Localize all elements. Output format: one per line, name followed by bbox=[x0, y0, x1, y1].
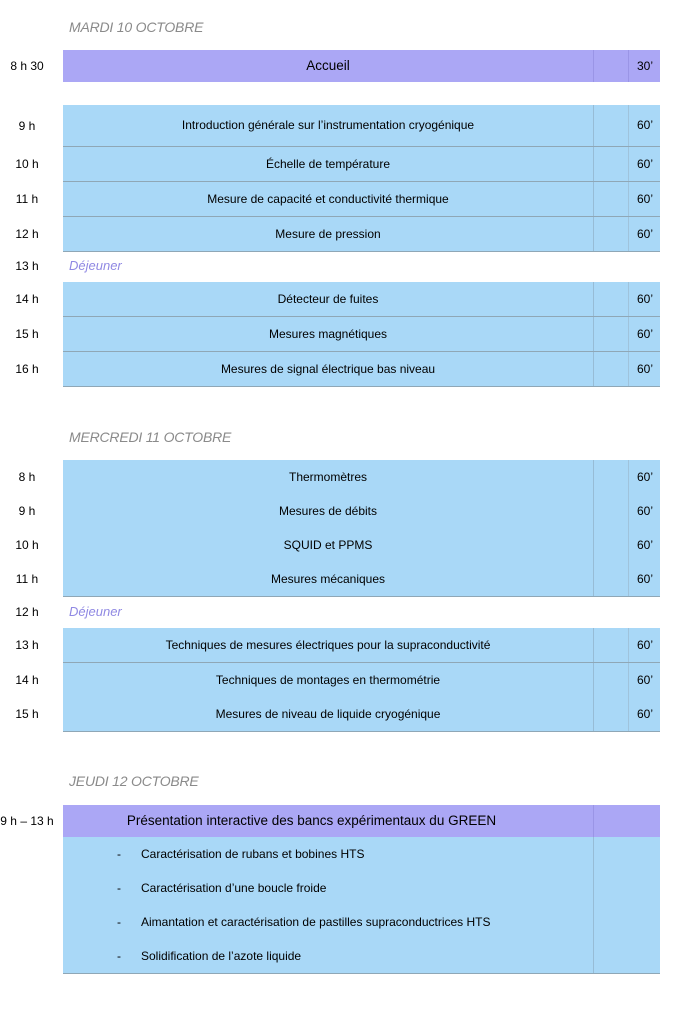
bullet-marker: - bbox=[117, 949, 121, 963]
session-duration: 60’ bbox=[628, 317, 661, 351]
session-cell bbox=[63, 628, 660, 663]
schedule-row bbox=[0, 562, 687, 597]
session-title: SQUID et PPMS bbox=[283, 538, 373, 552]
session-title: Mesures magnétiques bbox=[268, 327, 388, 341]
schedule-row bbox=[0, 460, 687, 495]
column-divider bbox=[593, 939, 594, 973]
schedule-row-welcome bbox=[0, 50, 687, 82]
session-duration: 60’ bbox=[628, 528, 661, 562]
session-duration: 60’ bbox=[628, 697, 661, 731]
column-divider bbox=[593, 663, 594, 697]
column-divider bbox=[593, 217, 594, 251]
schedule-row bbox=[0, 282, 687, 317]
session-cell bbox=[63, 182, 660, 217]
session-cell bbox=[63, 528, 660, 563]
column-divider bbox=[593, 871, 594, 905]
session-title: Présentation interactive des bancs expérimentaux du GREEN bbox=[126, 813, 497, 828]
session-duration: 60’ bbox=[628, 663, 661, 697]
bullet-text: Aimantation et caractérisation de pastilles supraconductrices HTS bbox=[141, 915, 491, 929]
session-duration: 60’ bbox=[628, 352, 661, 386]
session-duration: 30’ bbox=[628, 50, 661, 82]
schedule-row bbox=[0, 663, 687, 698]
session-cell bbox=[63, 317, 660, 352]
session-duration: 60’ bbox=[628, 217, 661, 251]
column-divider bbox=[593, 182, 594, 216]
column-divider bbox=[593, 105, 594, 146]
time-label: 12 h bbox=[15, 605, 39, 619]
bullet-marker: - bbox=[117, 881, 121, 895]
schedule-row bbox=[0, 217, 687, 252]
session-duration: 60’ bbox=[628, 628, 661, 662]
day-header-tuesday: MARDI 10 OCTOBRE bbox=[69, 19, 204, 35]
session-title: Mesures de débits bbox=[278, 504, 378, 518]
session-cell bbox=[63, 460, 660, 495]
session-duration: 60’ bbox=[628, 562, 661, 596]
session-cell bbox=[63, 352, 660, 387]
schedule-row bbox=[0, 182, 687, 217]
time-label: 16 h bbox=[15, 362, 39, 376]
bullet-row bbox=[0, 837, 687, 872]
schedule-row-presentation bbox=[0, 805, 687, 837]
column-divider bbox=[593, 352, 594, 386]
column-divider bbox=[593, 628, 594, 662]
session-duration: 60’ bbox=[628, 460, 661, 494]
schedule-row bbox=[0, 317, 687, 352]
schedule-row bbox=[0, 105, 687, 147]
column-divider bbox=[593, 562, 594, 596]
bullet-marker: - bbox=[117, 847, 121, 861]
time-label: 11 h bbox=[15, 192, 39, 206]
session-cell bbox=[63, 282, 660, 317]
session-cell bbox=[63, 805, 660, 837]
column-divider bbox=[593, 50, 594, 82]
bullet-text: Caractérisation de rubans et bobines HTS bbox=[141, 847, 365, 861]
session-duration: 60’ bbox=[628, 105, 661, 146]
session-title: Thermomètres bbox=[288, 470, 368, 484]
time-label: 10 h bbox=[15, 538, 39, 552]
column-divider bbox=[593, 697, 594, 731]
schedule-row bbox=[0, 628, 687, 663]
bullet-text: Caractérisation d’une boucle froide bbox=[141, 881, 327, 895]
column-divider bbox=[593, 494, 594, 528]
time-label: 8 h bbox=[18, 470, 36, 484]
schedule-row bbox=[0, 352, 687, 387]
time-label: 8 h 30 bbox=[10, 59, 44, 73]
time-label: 12 h bbox=[15, 227, 39, 241]
time-label: 14 h bbox=[15, 292, 39, 306]
column-divider bbox=[593, 147, 594, 181]
session-title: Techniques de montages en thermométrie bbox=[215, 673, 441, 687]
time-label: 14 h bbox=[15, 673, 39, 687]
session-cell bbox=[63, 105, 660, 147]
time-label: 13 h bbox=[15, 638, 39, 652]
lunch-row bbox=[0, 251, 687, 281]
schedule-row bbox=[0, 697, 687, 732]
time-label: 9 h – 13 h bbox=[0, 814, 54, 828]
column-divider bbox=[593, 905, 594, 939]
session-title: Accueil bbox=[306, 58, 350, 73]
bullet-text: Solidification de l’azote liquide bbox=[141, 949, 302, 963]
time-label: 15 h bbox=[15, 707, 39, 721]
session-title: Techniques de mesures électriques pour la supraconductivité bbox=[165, 638, 491, 652]
bullet-row bbox=[0, 905, 687, 940]
session-cell bbox=[63, 494, 660, 529]
day-header-thursday: JEUDI 12 OCTOBRE bbox=[69, 773, 199, 789]
day-header-wednesday: MERCREDI 11 OCTOBRE bbox=[69, 429, 232, 445]
session-cell bbox=[63, 50, 660, 82]
session-title: Mesures de signal électrique bas niveau bbox=[220, 362, 436, 376]
column-divider bbox=[593, 528, 594, 562]
session-duration: 60’ bbox=[628, 182, 661, 216]
column-divider bbox=[593, 317, 594, 351]
time-label: 9 h bbox=[18, 504, 36, 518]
session-title: Mesures mécaniques bbox=[270, 572, 386, 586]
session-cell bbox=[63, 147, 660, 182]
session-duration: 60’ bbox=[628, 282, 661, 316]
lunch-label: Déjeuner bbox=[69, 258, 122, 273]
lunch-label: Déjeuner bbox=[69, 604, 122, 619]
session-title: Introduction générale sur l’instrumentation cryogénique bbox=[181, 118, 475, 132]
time-label: 13 h bbox=[15, 259, 39, 273]
bullet-row bbox=[0, 871, 687, 906]
bullet-marker: - bbox=[117, 915, 121, 929]
column-divider bbox=[593, 282, 594, 316]
column-divider bbox=[593, 805, 594, 837]
bullet-row bbox=[0, 939, 687, 974]
lunch-row bbox=[0, 597, 687, 627]
time-label: 10 h bbox=[15, 157, 39, 171]
session-cell bbox=[63, 562, 660, 597]
session-cell bbox=[63, 663, 660, 698]
session-title: Mesure de pression bbox=[275, 227, 381, 241]
schedule-row bbox=[0, 494, 687, 529]
session-duration: 60’ bbox=[628, 494, 661, 528]
time-label: 9 h bbox=[18, 119, 36, 133]
session-cell bbox=[63, 217, 660, 252]
session-title: Détecteur de fuites bbox=[277, 292, 379, 306]
session-title: Échelle de température bbox=[265, 157, 391, 171]
column-divider bbox=[593, 837, 594, 871]
session-title: Mesures de niveau de liquide cryogénique bbox=[215, 707, 441, 721]
session-title: Mesure de capacité et conductivité thermique bbox=[207, 192, 449, 206]
time-label: 15 h bbox=[15, 327, 39, 341]
column-divider bbox=[593, 460, 594, 494]
schedule-row bbox=[0, 147, 687, 182]
time-label: 11 h bbox=[15, 572, 39, 586]
session-cell bbox=[63, 697, 660, 732]
schedule-row bbox=[0, 528, 687, 563]
session-duration: 60’ bbox=[628, 147, 661, 181]
